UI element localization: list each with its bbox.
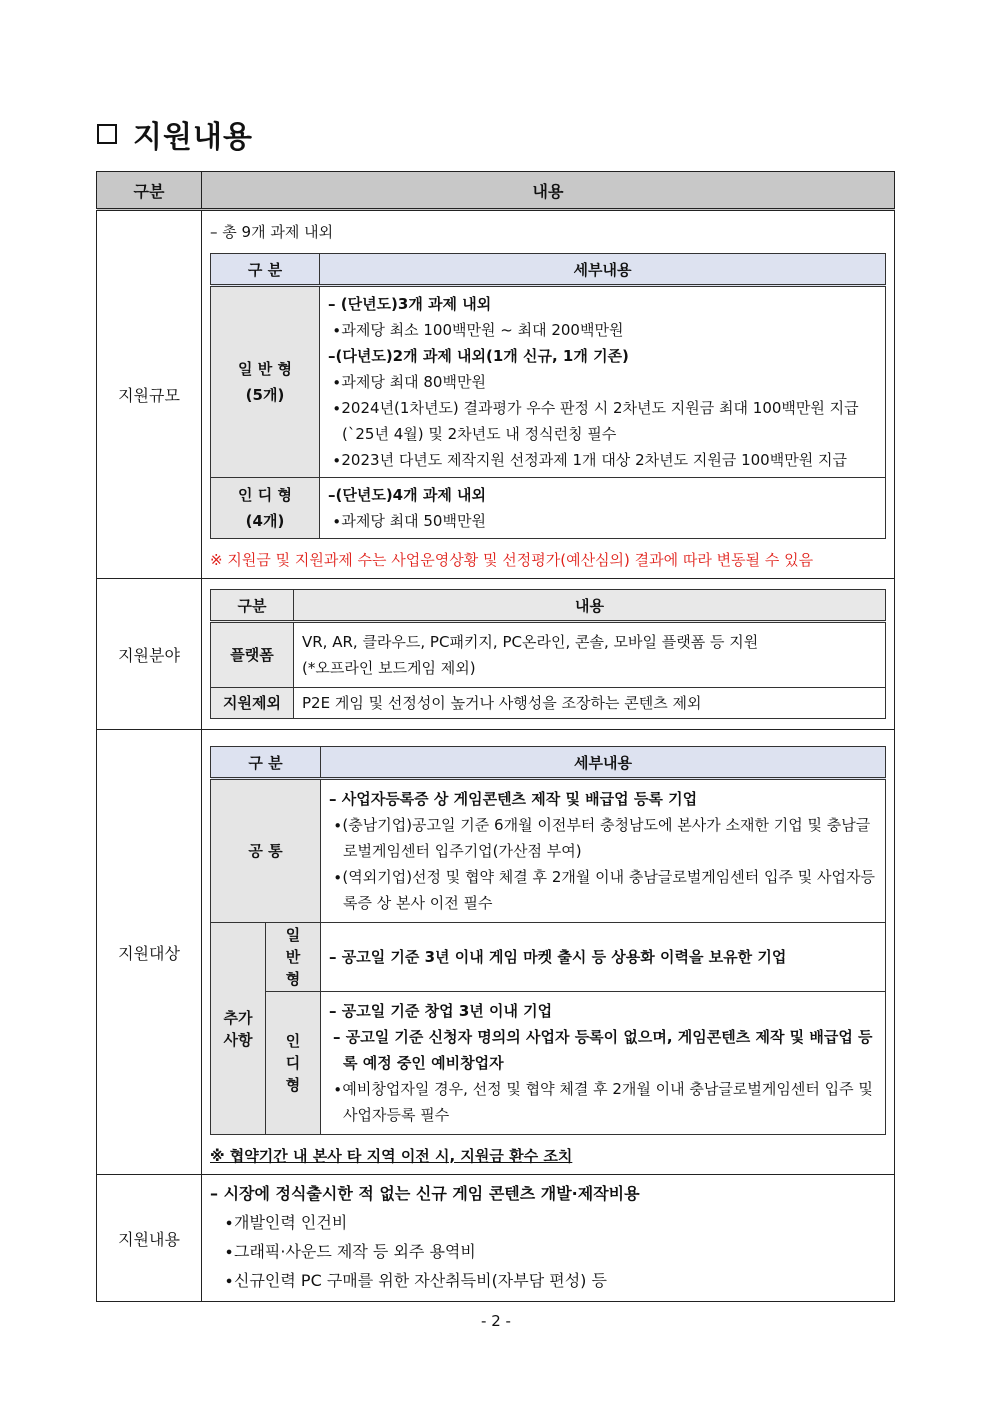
target-indie-detail: [321, 992, 886, 1135]
general-type-name: 일 반 형: [238, 360, 292, 378]
header-content: 내용: [202, 172, 895, 210]
common-detail: [321, 779, 886, 923]
detail-line: – 공고일 기준 신청자 명의의 사업자 등록이 없으며, 게임콘텐츠 제작 및 배급업 등록 예정 중인 예비창업자: [333, 1028, 873, 1072]
row-label-scale: 지원규모: [97, 210, 202, 579]
label-char: 반: [285, 948, 301, 966]
additional-label: [211, 923, 266, 1135]
row-label-target: 지원대상: [97, 730, 202, 1175]
indie-type-label: [211, 478, 320, 539]
scale-inner-table: [210, 253, 886, 539]
label-char: 일: [285, 926, 301, 944]
indie-type-detail: [320, 478, 886, 539]
target-notice: ※ 협약기간 내 본사 타 지역 이전 시, 지원금 환수 조치: [210, 1147, 573, 1165]
content-line: ∙개발인력 인건비: [224, 1213, 348, 1232]
target-inner-header-detail: 세부내용: [321, 747, 886, 779]
platform-label: 플랫폼: [211, 622, 294, 688]
target-inner-table: [210, 746, 886, 1135]
label-char: 형: [285, 1076, 301, 1094]
content-line: ∙그래픽·사운드 제작 등 외주 용역비: [224, 1242, 476, 1261]
general-type-label: [211, 286, 320, 478]
label-char: 형: [285, 970, 301, 988]
platform-detail: [294, 622, 886, 688]
detail-line: ∙(충남기업)공고일 기준 6개월 이전부터 충청남도에 본사가 소재한 기업 및 충남글로벌게임센터 입주기업(가산점 부여): [333, 816, 871, 860]
indie-type-name: 인 디 형: [238, 486, 292, 504]
target-general-label: [266, 923, 321, 992]
target-inner-header-category: 구 분: [211, 747, 321, 779]
row-support-scale: [97, 210, 895, 579]
detail-line: – (단년도)3개 과제 내외: [328, 295, 492, 313]
target-general-detail: – 공고일 기준 3년 이내 게임 마켓 출시 등 상용화 이력을 보유한 기업: [321, 923, 886, 992]
section-heading: [97, 112, 253, 156]
page-number: - 2 -: [481, 1312, 511, 1330]
support-content-table: [96, 171, 895, 1302]
field-inner-header-content: 내용: [294, 590, 886, 622]
label-char: 인: [285, 1032, 301, 1050]
detail-line: ∙과제당 최대 80백만원: [332, 373, 486, 391]
detail-line: ∙2023년 다년도 제작지원 선정과제 1개 대상 2차년도 지원금 100백만원 지급: [332, 451, 847, 469]
exclude-label: 지원제외: [211, 688, 294, 719]
general-type-detail: [320, 286, 886, 478]
platform-line: VR, AR, 클라우드, PC패키지, PC온라인, 콘솔, 모바일 플랫폼 등 지원: [302, 633, 759, 651]
field-inner-table: [210, 589, 886, 719]
content-line: – 시장에 정식출시한 적 없는 신규 게임 콘텐츠 개발·제작비용: [210, 1184, 640, 1203]
detail-line: ∙(역외기업)선정 및 협약 체결 후 2개월 이내 충남글로벌게임센터 입주 및 사업자등록증 상 본사 이전 필수: [333, 868, 876, 912]
row-support-content: [97, 1175, 895, 1302]
detail-line: ∙과제당 최대 50백만원: [332, 512, 486, 530]
detail-line: –(단년도)4개 과제 내외: [328, 486, 487, 504]
row-label-content: 지원내용: [97, 1175, 202, 1302]
target-indie-label: [266, 992, 321, 1135]
scale-intro: – 총 9개 과제 내외: [210, 223, 334, 241]
row-support-target: [97, 730, 895, 1175]
additional-label-line: 추가: [223, 1008, 253, 1027]
detail-line: ∙과제당 최소 100백만원 ~ 최대 200백만원: [332, 321, 624, 339]
scale-notice: ※ 지원금 및 지원과제 수는 사업운영상황 및 선정평가(예산심의) 결과에 따라 변동될 수 있음: [210, 551, 814, 569]
detail-line: ∙2024년(1차년도) 결과평가 우수 판정 시 2차년도 지원금 최대 100백만원 지급(`25년 4월) 및 2차년도 내 정식런칭 필수: [332, 399, 859, 443]
additional-label-line: 사항: [223, 1030, 253, 1049]
general-type-count: (5개): [245, 386, 285, 404]
scale-inner-header-category: 구 분: [211, 254, 320, 286]
row-support-field: [97, 579, 895, 730]
header-category: 구분: [97, 172, 202, 210]
detail-line: ∙예비창업자일 경우, 선정 및 협약 체결 후 2개월 이내 충남글로벌게임센터 입주 및 사업자등록 필수: [333, 1080, 873, 1124]
section-title: 지원내용: [133, 120, 253, 155]
common-label: 공 통: [211, 779, 321, 923]
field-inner-header-category: 구분: [211, 590, 294, 622]
checkbox-square-icon: [97, 124, 117, 144]
scale-inner-header-detail: 세부내용: [320, 254, 886, 286]
detail-line: – 공고일 기준 창업 3년 이내 기업: [329, 1002, 553, 1020]
label-char: 디: [285, 1054, 301, 1072]
indie-type-count: (4개): [245, 512, 285, 530]
exclude-detail: P2E 게임 및 선정성이 높거나 사행성을 조장하는 콘텐츠 제외: [294, 688, 886, 719]
content-line: ∙신규인력 PC 구매를 위한 자산취득비(자부담 편성) 등: [224, 1271, 607, 1290]
row-label-field: 지원분야: [97, 579, 202, 730]
detail-line: – 사업자등록증 상 게임콘텐츠 제작 및 배급업 등록 기업: [329, 790, 698, 808]
platform-line: (*오프라인 보드게임 제외): [302, 659, 476, 677]
detail-line: –(다년도)2개 과제 내외(1개 신규, 1개 기존): [328, 347, 629, 365]
